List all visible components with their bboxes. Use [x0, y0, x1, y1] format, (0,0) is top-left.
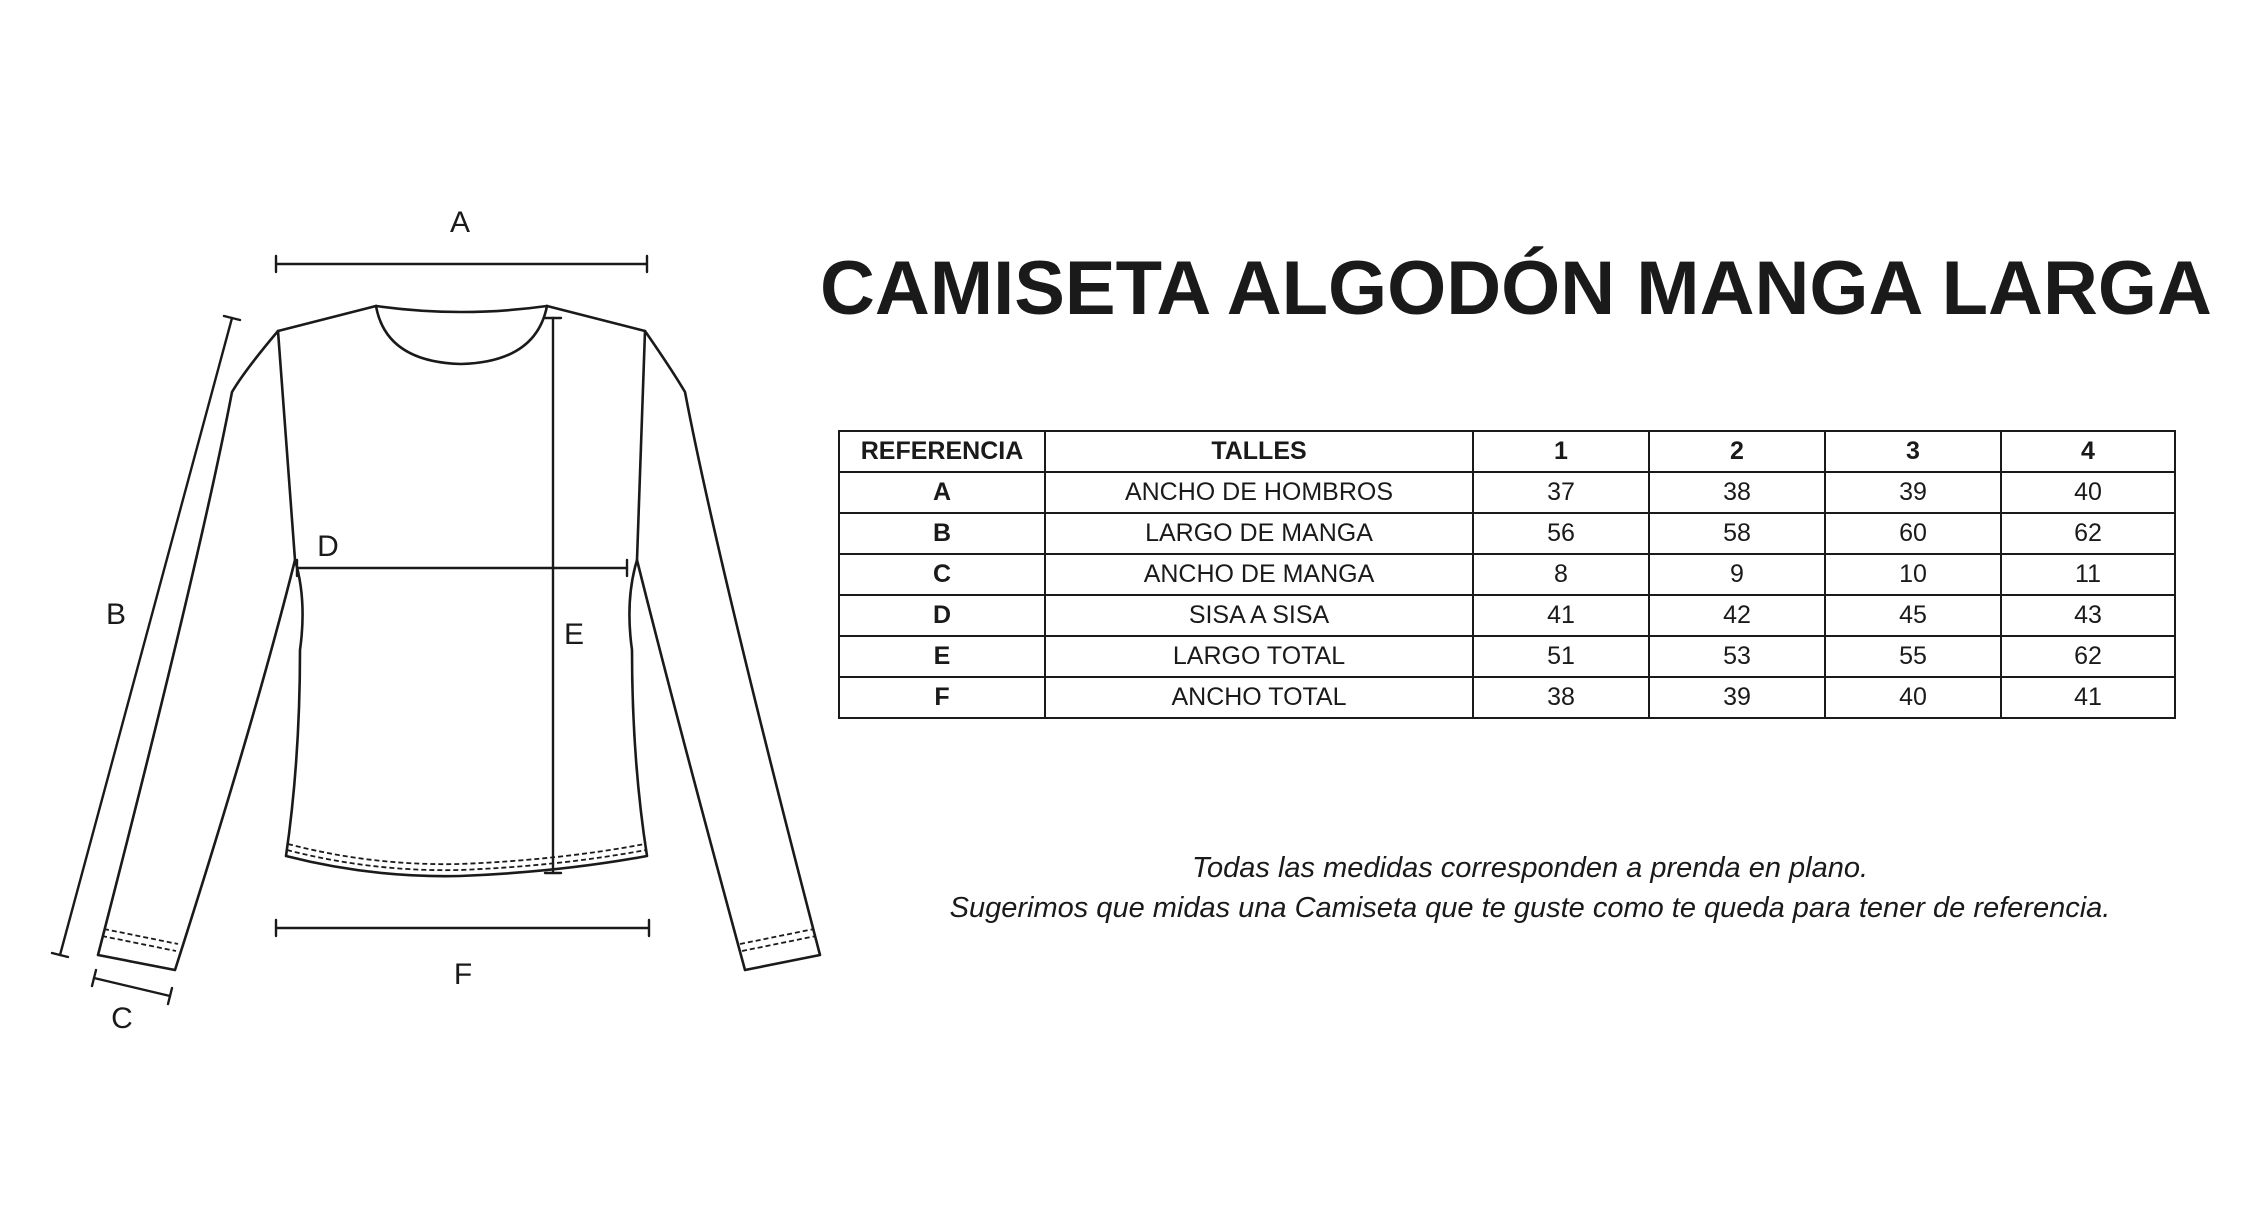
row-value: 55: [1825, 636, 2001, 677]
header-size-4: 4: [2001, 431, 2175, 472]
tshirt-diagram: [0, 0, 840, 1231]
shirt-outline: [98, 306, 820, 970]
row-value: 62: [2001, 636, 2175, 677]
row-value: 38: [1473, 677, 1649, 718]
right-armhole-seam: [637, 331, 645, 560]
left-cuff-stitch-1: [104, 929, 178, 944]
row-ref: A: [839, 472, 1045, 513]
row-value: 60: [1825, 513, 2001, 554]
measurement-notes: [820, 848, 2240, 928]
header-referencia: REFERENCIA: [839, 431, 1045, 472]
row-value: 43: [2001, 595, 2175, 636]
row-measure: ANCHO DE MANGA: [1045, 554, 1473, 595]
row-value: 10: [1825, 554, 2001, 595]
row-value: 45: [1825, 595, 2001, 636]
row-value: 42: [1649, 595, 1825, 636]
header-size-3: 3: [1825, 431, 2001, 472]
dim-label-f: F: [453, 958, 473, 991]
table-row: [839, 554, 2175, 595]
row-value: 40: [2001, 472, 2175, 513]
note-line-1: Todas las medidas corresponden a prenda en plano.: [1191, 852, 1869, 884]
row-measure: LARGO DE MANGA: [1045, 513, 1473, 554]
row-ref: C: [839, 554, 1045, 595]
note-line-2: Sugerimos que midas una Camiseta que te guste como te queda para tener de referencia.: [949, 892, 2111, 924]
dim-label-b: B: [105, 598, 127, 631]
row-value: 41: [2001, 677, 2175, 718]
left-cuff-stitch-2: [102, 936, 176, 951]
row-value: 58: [1649, 513, 1825, 554]
row-ref: D: [839, 595, 1045, 636]
row-value: 62: [2001, 513, 2175, 554]
row-value: 40: [1825, 677, 2001, 718]
table-row: [839, 472, 2175, 513]
row-value: 56: [1473, 513, 1649, 554]
page-title: CAMISETA ALGODÓN MANGA LARGA: [820, 246, 2212, 331]
row-ref: E: [839, 636, 1045, 677]
row-value: 38: [1649, 472, 1825, 513]
row-measure: SISA A SISA: [1045, 595, 1473, 636]
dim-label-c: C: [111, 1002, 133, 1035]
row-value: 53: [1649, 636, 1825, 677]
left-armhole-seam: [278, 331, 295, 560]
row-measure: ANCHO DE HOMBROS: [1045, 472, 1473, 513]
header-size-2: 2: [1649, 431, 1825, 472]
neckline-inner: [376, 306, 547, 364]
row-ref: B: [839, 513, 1045, 554]
table-row: [839, 513, 2175, 554]
row-measure: LARGO TOTAL: [1045, 636, 1473, 677]
dim-b-line: [60, 318, 232, 955]
row-value: 39: [1825, 472, 2001, 513]
right-cuff-stitch-1: [740, 929, 814, 944]
header-size-1: 1: [1473, 431, 1649, 472]
row-value: 37: [1473, 472, 1649, 513]
dim-label-e: E: [563, 618, 585, 651]
size-table: [838, 430, 2176, 719]
row-value: 8: [1473, 554, 1649, 595]
hem-stitch-1: [288, 844, 645, 864]
row-ref: F: [839, 677, 1045, 718]
row-value: 9: [1649, 554, 1825, 595]
table-row: [839, 677, 2175, 718]
neckline: [376, 306, 547, 312]
row-value: 11: [2001, 554, 2175, 595]
dim-label-a: A: [449, 206, 471, 239]
row-value: 39: [1649, 677, 1825, 718]
row-value: 51: [1473, 636, 1649, 677]
table-row: [839, 595, 2175, 636]
row-value: 41: [1473, 595, 1649, 636]
right-cuff-stitch-2: [742, 936, 816, 951]
dim-c-line: [94, 978, 170, 996]
table-header-row: [839, 431, 2175, 472]
table-row: [839, 636, 2175, 677]
dim-label-d: D: [317, 530, 339, 563]
header-talles: TALLES: [1045, 431, 1473, 472]
row-measure: ANCHO TOTAL: [1045, 677, 1473, 718]
